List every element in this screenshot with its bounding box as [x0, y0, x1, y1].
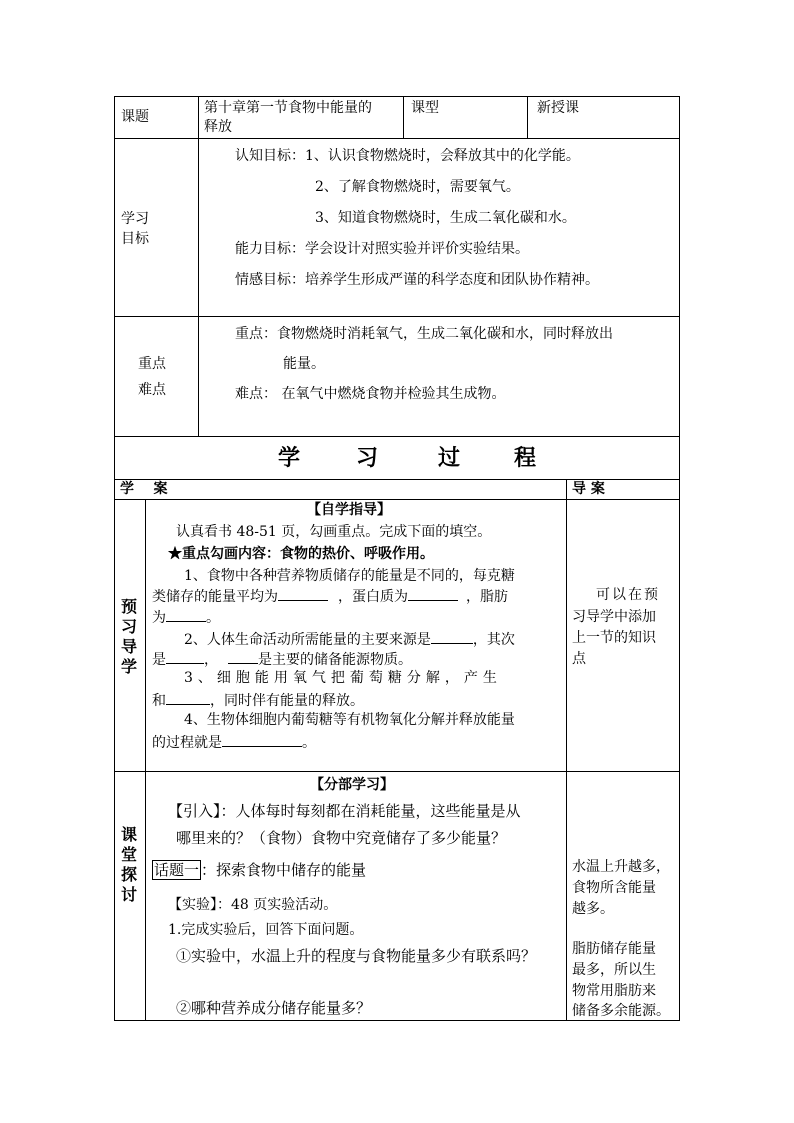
- introduction-line1: 【引入】：人体每时每刻都在消耗能量，这些能量是从: [168, 802, 521, 820]
- goal-cognitive-1: 认知目标：1、认识食物燃烧时，会释放其中的化学能。: [235, 148, 580, 164]
- classroom-guide2-line3: 物常用脂肪来: [572, 983, 656, 999]
- preview-label-char: 学: [121, 657, 138, 676]
- question-1-line2: 类储存的能量平均为 ，蛋白质为 ，脂肪: [152, 586, 508, 606]
- key-point-line2: 能量。: [283, 356, 325, 372]
- experiment-question-1: ①实验中，水温上升的程度与食物能量多少有联系吗？: [176, 947, 537, 965]
- fill-blank[interactable]: [408, 586, 458, 601]
- experiment-task: 1.完成实验后，回答下面问题。: [168, 922, 364, 938]
- classroom-guide2-line1: 脂肪储存能量: [572, 941, 656, 957]
- rule: [114, 436, 680, 437]
- goal-emotion: 情感目标：培养学生形成严谨的科学态度和团队协作精神。: [235, 272, 599, 288]
- classroom-guide1-line1: 水温上升越多，: [572, 859, 670, 875]
- fill-blank[interactable]: [166, 690, 210, 705]
- rule: [198, 138, 199, 436]
- rule: [527, 96, 528, 138]
- rule: [198, 96, 199, 138]
- rule: [145, 499, 146, 1021]
- rule: [403, 96, 404, 138]
- question-2-line1: 2、人体生命活动所需能量的主要来源是 ，其次: [184, 629, 515, 649]
- experiment-line: 【实验】：48 页实验活动。: [168, 897, 338, 913]
- keypoints-label-line1: 重点: [138, 356, 166, 372]
- classroom-guide2-line2: 最多，所以生: [572, 962, 656, 978]
- goal-cognitive-3: 3、知道食物燃烧时，生成二氧化碳和水。: [315, 210, 576, 226]
- preview-label-char: 习: [121, 617, 138, 636]
- preview-guide-line4: 点: [572, 651, 586, 667]
- guide-column-header: 导 案: [572, 481, 605, 497]
- rule: [679, 96, 680, 1021]
- goal-cognitive-2: 2、了解食物燃烧时，需要氧气。: [315, 179, 520, 195]
- process-title-char: 程: [514, 445, 537, 471]
- topic-one: 话题一 ：探索食物中储存的能量: [154, 861, 367, 879]
- study-column-header: 学 案: [120, 481, 168, 497]
- preview-guide-line1: 可以在预: [596, 587, 660, 603]
- question-1-line3: 为 。: [152, 607, 220, 627]
- classroom-label-char: 课: [121, 825, 138, 844]
- fill-blank[interactable]: [222, 732, 302, 747]
- classroom-guide2-line4: 储备多余能源。: [572, 1003, 670, 1019]
- fill-blank[interactable]: [228, 649, 258, 664]
- question-2-line2: 是 ， 是主要的储备能源物质。: [152, 649, 412, 669]
- rule: [114, 1020, 680, 1021]
- topic-one-label: 话题一: [154, 861, 200, 879]
- question-4-line1: 4、生物体细胞内葡萄糖等有机物氧化分解并释放能量: [184, 712, 515, 728]
- course-title-line2: 释放: [204, 119, 232, 135]
- classroom-guide1-line2: 食物所含能量: [572, 880, 656, 896]
- course-label: 课题: [121, 109, 149, 125]
- introduction-line2: 哪里来的？（食物）食物中究竟储存了多少能量？: [176, 829, 507, 847]
- preview-guide-line3: 上一节的知识: [572, 630, 656, 646]
- question-3-line1: 3、细胞能用氧气把葡萄糖分解，产生: [184, 670, 502, 686]
- classroom-label-char: 堂: [121, 845, 138, 864]
- process-title-char: 习: [356, 445, 379, 471]
- experiment-question-2: ②哪种营养成分储存能量多？: [176, 999, 372, 1017]
- fill-blank[interactable]: [278, 586, 328, 601]
- fill-blank[interactable]: [166, 649, 204, 664]
- key-point-line1: 重点：食物燃烧时消耗氧气，生成二氧化碳和水，同时释放出: [235, 326, 613, 342]
- classroom-guide1-line3: 越多。: [572, 901, 614, 917]
- section-study-heading: 【分部学习】: [310, 777, 394, 793]
- difficult-point: 难点： 在氧气中燃烧食物并检验其生成物。: [235, 386, 506, 402]
- type-value: 新授课: [537, 100, 579, 116]
- goal-ability: 能力目标：学会设计对照实验并评价实验结果。: [235, 241, 529, 257]
- rule: [566, 479, 567, 1021]
- goals-label-line1: 学习: [121, 211, 149, 227]
- process-title-char: 过: [438, 445, 461, 471]
- course-title-line1: 第十章第一节食物中能量的: [204, 100, 372, 116]
- self-study-intro: 认真看书 48-51 页，勾画重点。完成下面的填空。: [176, 524, 492, 540]
- rule: [114, 499, 680, 500]
- preview-label-char: 导: [121, 637, 138, 656]
- rule: [114, 96, 115, 1021]
- self-study-heading: 【自学指导】: [307, 502, 391, 518]
- question-3-line2: 和 ，同时伴有能量的释放。: [152, 690, 364, 710]
- classroom-label-char: 讨: [121, 885, 138, 904]
- preview-label-char: 预: [121, 597, 138, 616]
- goals-label-line2: 目标: [121, 231, 149, 247]
- question-4-line2: 的过程就是 。: [152, 732, 316, 752]
- process-title-char: 学: [278, 445, 301, 471]
- fill-blank[interactable]: [166, 607, 206, 622]
- keypoints-label-line2: 难点: [138, 382, 166, 398]
- fill-blank[interactable]: [431, 629, 473, 644]
- preview-guide-line2: 习导学中添加: [572, 609, 656, 625]
- classroom-label-char: 探: [121, 865, 138, 884]
- self-study-focus: ★重点勾画内容：食物的热价、呼吸作用。: [168, 546, 434, 562]
- question-1-line1: 1、食物中各种营养物质储存的能量是不同的，每克糖: [184, 568, 515, 584]
- type-label: 课型: [411, 100, 439, 116]
- rule: [114, 771, 680, 772]
